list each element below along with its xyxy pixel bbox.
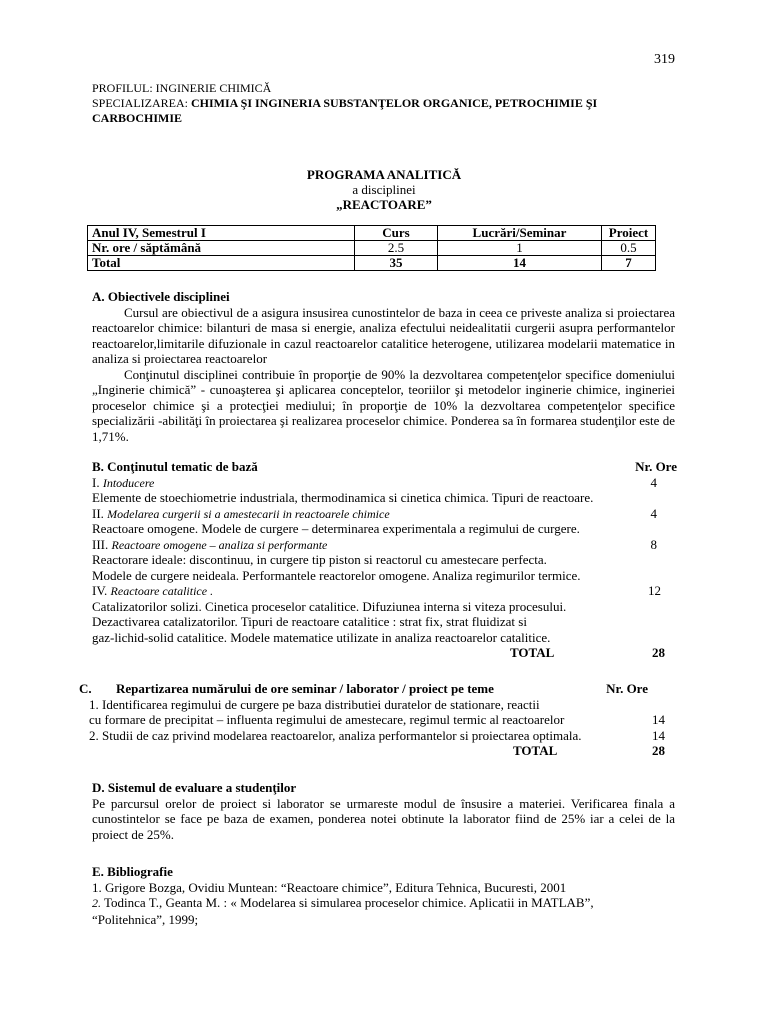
topic-hours: 14 xyxy=(652,712,665,727)
total-row xyxy=(92,645,675,661)
table-cell: Total xyxy=(88,256,355,271)
table-cell: 14 xyxy=(438,256,602,271)
table-header-cell: Lucrări/Seminar xyxy=(438,226,602,241)
specialization-value-2: CARBOCHIMIE xyxy=(92,111,183,125)
reference-number: 2. xyxy=(92,896,101,910)
chapter-title: Reactoare omogene – analiza si performante xyxy=(111,537,328,552)
chapter-line: Catalizatorilor solizi. Cinetica proceselor catalitice. Difuziunea interna si viteza procesului. xyxy=(92,598,567,614)
table-header-cell: Anul IV, Semestrul I xyxy=(88,226,355,241)
table-cell: 0.5 xyxy=(602,241,656,256)
specialization-label: SPECIALIZAREA: xyxy=(92,96,188,110)
reference-item: 1. Grigore Bozga, Ovidiu Muntean: “Reactoare chimice”, Editura Tehnica, Bucuresti, 2001 xyxy=(92,879,567,895)
paragraph: Cursul are obiectivul de a asigura insusirea cunostintelor de baza in ceea ce priveste analiza si proiectarea reactoarelor chimice: bilanturi de masa si energie, analiza efectului neidealitatii curgerii asupra performantelor reactoarelor,limitarile difuzionale in cazul reactoarelor catalitice heterogene, utilizarea modelarii matematice in analiza si proiectarea reactoarelor xyxy=(92,304,675,366)
table-row xyxy=(88,256,656,271)
total-label: TOTAL xyxy=(513,743,558,758)
hours-column-label: Nr. Ore xyxy=(606,681,648,696)
specialization-line-2 xyxy=(92,111,182,126)
chapter-line: Elemente de stoechiometrie industriala, thermodinamica si cinetica chimica. Tipuri de reactoare. xyxy=(92,490,594,505)
chapter-title: Modelarea curgerii si a amestecarii in reactoarele chimice xyxy=(107,506,390,521)
chapter-line: gaz-lichid-solid catalitice. Modele matematice utilizate in analiza reactoarelor catalitice. xyxy=(92,629,551,645)
topic-text: cu formare de precipitat – influenta regimului de amestecare, regimul termic al reactoarelor xyxy=(89,712,565,727)
chapter-title-row xyxy=(92,475,675,491)
chapter-title: Reactoare catalitice . xyxy=(110,584,214,598)
chapter-line: Reactoare omogene. Modele de curgere – determinarea experimentala a regimului de curgere. xyxy=(92,521,580,536)
chapter-title-row xyxy=(92,537,675,553)
document-subtitle: a disciplinei xyxy=(352,182,416,197)
total-row xyxy=(79,743,675,759)
specialization-value: CHIMIA ŞI INGINERIA SUBSTANŢELOR ORGANICE, PETROCHIMIE ŞI xyxy=(191,96,598,110)
profile-line: PROFILUL: INGINERIE CHIMICĂ xyxy=(92,81,272,95)
section-evaluation xyxy=(92,780,675,842)
section-heading: Repartizarea numărului de ore seminar / laborator / proiect pe teme xyxy=(116,681,494,696)
paragraph: Conţinutul disciplinei contribuie în proporţie de 90% la dezvoltarea competenţelor specifice domeniului „Inginerie chimică” - cunoaşterea şi aplicarea conceptelor, teoriilor şi metodelor inginerie chimice, ingineriei proceselor chimice şi a protecţiei mediului; în proporţie de 10% la dezvoltarea competenţelor specifice specializării -abilităţi în proiectarea şi realizarea proceselor chimice. Ponderea sa în formarea studenţilor este de 1,71%. xyxy=(92,366,675,444)
page-number: 319 xyxy=(654,52,675,67)
topic-line xyxy=(79,728,675,744)
section-letter: C. xyxy=(79,681,92,696)
section-seminar-distribution xyxy=(79,681,675,759)
section-heading: D. Sistemul de evaluare a studenţilor xyxy=(92,780,297,795)
chapter-line: Modele de curgere neideala. Performantele reactorelor omogene. Analiza regimurilor termice. xyxy=(92,567,581,583)
total-value: 28 xyxy=(652,645,665,660)
chapter-number: IV. xyxy=(92,583,108,598)
chapter-title-row xyxy=(92,583,675,599)
section-heading-row xyxy=(79,681,675,697)
chapter-hours: 4 xyxy=(650,474,657,490)
chapter-number: I. xyxy=(92,474,100,490)
section-heading-row xyxy=(92,459,675,475)
specialization-line xyxy=(92,96,597,111)
chapter-hours: 8 xyxy=(650,536,657,552)
table-header-row xyxy=(88,226,656,241)
paragraph: Pe parcursul orelor de proiect si laborator se urmareste modul de însusire a materiei. Verificarea finala a cunostintelor se face pe baza de examen, ponderea notei obtinute la laborator fiind de 25% iar a celei de la proiect de 25%. xyxy=(92,795,675,842)
topic-hours: 14 xyxy=(652,727,665,743)
table-cell: 35 xyxy=(355,256,438,271)
table-cell: 2.5 xyxy=(355,241,438,256)
topic-text: 2. Studii de caz privind modelarea reactoarelor, analiza performantelor si proiectarea optimala. xyxy=(89,727,582,743)
section-heading: A. Obiectivele disciplinei xyxy=(92,289,230,304)
table-cell: Nr. ore / săptămână xyxy=(88,241,355,256)
chapter-title: Intoducere xyxy=(102,475,155,490)
table-cell: 7 xyxy=(602,256,656,271)
topic-line xyxy=(79,712,675,728)
section-content xyxy=(92,459,675,661)
table-header-cell: Proiect xyxy=(602,226,656,241)
chapter-line: Reactorare ideale: discontinuu, in curgere tip piston si reactorul cu amestecare perfecta. xyxy=(92,552,547,567)
section-heading: E. Bibliografie xyxy=(92,864,173,879)
reference-item xyxy=(92,895,675,912)
topic-line: 1. Identificarea regimului de curgere pe baza distributiei duratelor de stationare, reactii xyxy=(89,696,540,712)
reference-continuation: “Politehnica”, 1999; xyxy=(92,911,199,927)
hours-column-label: Nr. Ore xyxy=(635,459,677,474)
document-title: PROGRAMA ANALITICĂ xyxy=(306,167,462,182)
table-header-cell: Curs xyxy=(355,226,438,241)
discipline-name: „REACTOARE” xyxy=(336,197,432,212)
chapter-hours: 4 xyxy=(650,505,657,521)
section-heading: B. Conţinutul tematic de bază xyxy=(92,459,258,474)
chapter-hours: 12 xyxy=(648,583,661,598)
total-label: TOTAL xyxy=(510,645,555,660)
table-row xyxy=(88,241,656,256)
reference-text: Todinca T., Geanta M. : « Modelarea si simularea proceselor chimice. Aplicatii in MATLAB”, xyxy=(104,895,594,910)
chapter-number: III. xyxy=(92,536,109,552)
chapter-number: II. xyxy=(92,505,104,521)
total-value: 28 xyxy=(652,743,665,758)
chapter-title-row xyxy=(92,506,675,522)
table-cell: 1 xyxy=(438,241,602,256)
section-objectives xyxy=(92,289,675,444)
section-bibliography xyxy=(92,864,675,927)
hours-table xyxy=(87,225,656,271)
chapter-line: Dezactivarea catalizatorilor. Tipuri de reactoare catalitice : strat fix, strat fluidizat si xyxy=(92,614,527,629)
